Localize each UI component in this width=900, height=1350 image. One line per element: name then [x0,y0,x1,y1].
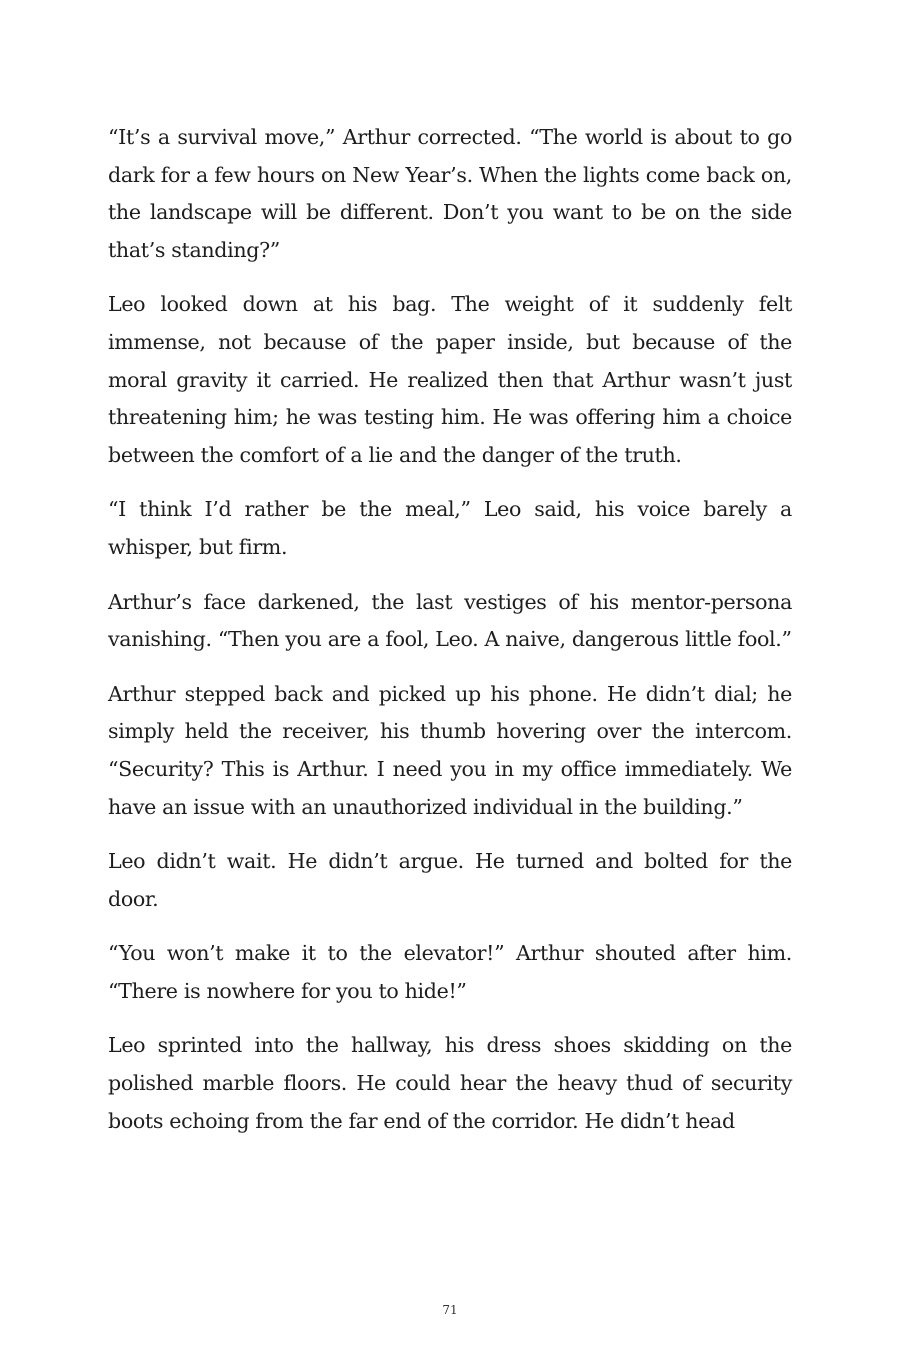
paragraph: Leo sprinted into the hallway, his dress shoes skidding on the polished marble floors. He could hear the heavy thud of security boots echoing from the far end of the corridor. He didn’t head [108,1033,792,1133]
paragraph: Leo looked down at his bag. The weight of it suddenly felt immense, not because of the paper inside, but because of the moral gravity it carried. He realized then that Arthur wasn’t just threatening him; he was testing him. He was offering him a choice between the comfort of a lie and the danger of the truth. [108,292,792,467]
paragraph: “You won’t make it to the elevator!” Arthur shouted after him. “There is nowhere for you to hide!” [108,941,792,1003]
paragraph: “It’s a survival move,” Arthur corrected. “The world is about to go dark for a few hours on New Year’s. When the lights come back on, the landscape will be different. Don’t you want to be on the side that’s standing?” [108,125,792,262]
paragraph: “I think I’d rather be the meal,” Leo said, his voice barely a whisper, but firm. [108,497,792,559]
paragraph: Arthur’s face darkened, the last vestiges of his mentor-persona vanishing. “Then you are a fool, Leo. A naive, dangerous little fool.” [108,589,792,652]
paragraph: Leo didn’t wait. He didn’t argue. He turned and bolted for the door. [108,849,792,911]
body-text [108,119,792,1157]
page-number: 71 [442,1303,458,1317]
paragraph: Arthur stepped back and picked up his phone. He didn’t dial; he simply held the receiver, his thumb hovering over the intercom. “Security? This is Arthur. I need you in my office immediately. We have an issue with an unauthorized individual in the building.” [108,681,792,819]
